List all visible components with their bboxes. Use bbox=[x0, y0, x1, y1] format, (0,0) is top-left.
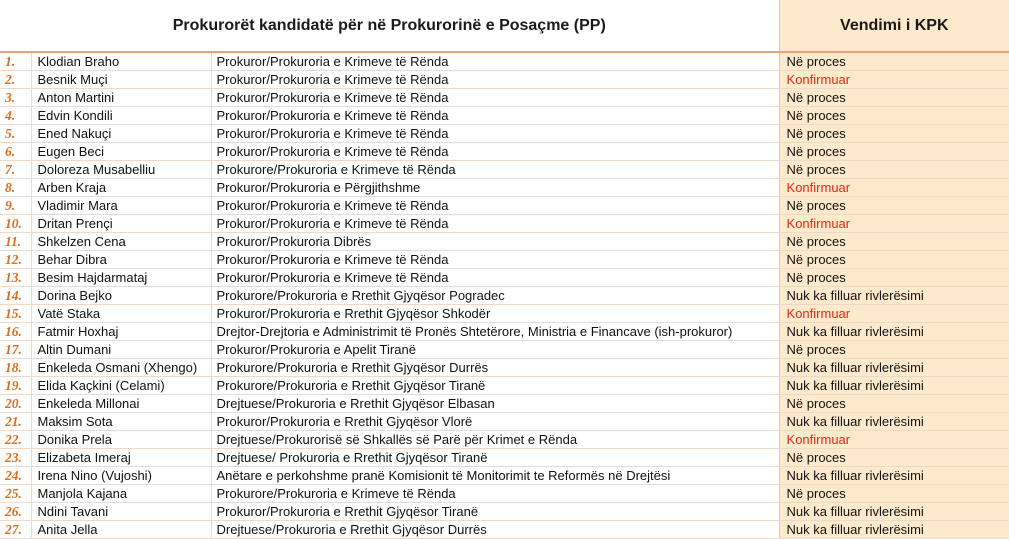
row-number: 8. bbox=[0, 179, 31, 197]
candidate-position: Prokurore/Prokuroria e Krimeve të Rënda bbox=[211, 485, 779, 503]
row-number: 20. bbox=[0, 395, 31, 413]
table-row bbox=[0, 323, 1009, 341]
kpk-decision: Në proces bbox=[779, 233, 1009, 251]
candidate-name: Vatë Staka bbox=[31, 305, 211, 323]
kpk-decision: Konfirmuar bbox=[779, 215, 1009, 233]
kpk-decision: Nuk ka filluar rivlerësimi bbox=[779, 377, 1009, 395]
candidate-name: Maksim Sota bbox=[31, 413, 211, 431]
table-row bbox=[0, 449, 1009, 467]
row-number: 10. bbox=[0, 215, 31, 233]
table-row bbox=[0, 233, 1009, 251]
row-number: 17. bbox=[0, 341, 31, 359]
table-row bbox=[0, 197, 1009, 215]
table-row bbox=[0, 52, 1009, 71]
candidate-name: Fatmir Hoxhaj bbox=[31, 323, 211, 341]
kpk-decision: Nuk ka filluar rivlerësimi bbox=[779, 467, 1009, 485]
decision-header: Vendimi i KPK bbox=[779, 0, 1009, 52]
row-number: 4. bbox=[0, 107, 31, 125]
kpk-decision: Në proces bbox=[779, 161, 1009, 179]
candidate-position: Prokuror/Prokuroria e Krimeve të Rënda bbox=[211, 71, 779, 89]
candidate-position: Drejtuese/Prokurorisë së Shkallës së Parë për Krimet e Rënda bbox=[211, 431, 779, 449]
candidate-position: Drejtuese/Prokuroria e Rrethit Gjyqësor Durrës bbox=[211, 521, 779, 539]
candidate-name: Altin Dumani bbox=[31, 341, 211, 359]
kpk-decision: Nuk ka filluar rivlerësimi bbox=[779, 413, 1009, 431]
table-row bbox=[0, 377, 1009, 395]
kpk-decision: Nuk ka filluar rivlerësimi bbox=[779, 287, 1009, 305]
kpk-decision: Në proces bbox=[779, 395, 1009, 413]
candidate-name: Enkeleda Osmani (Xhengo) bbox=[31, 359, 211, 377]
kpk-decision: Në proces bbox=[779, 341, 1009, 359]
kpk-decision: Në proces bbox=[779, 107, 1009, 125]
candidate-name: Dorina Bejko bbox=[31, 287, 211, 305]
candidate-position: Prokuror/Prokuroria e Rrethit Gjyqësor Vlorë bbox=[211, 413, 779, 431]
kpk-decision: Konfirmuar bbox=[779, 71, 1009, 89]
table-row bbox=[0, 161, 1009, 179]
candidate-position: Prokuror/Prokuroria e Krimeve të Rënda bbox=[211, 143, 779, 161]
table-row bbox=[0, 467, 1009, 485]
kpk-decision: Në proces bbox=[779, 269, 1009, 287]
candidate-name: Enkeleda Millonai bbox=[31, 395, 211, 413]
table-row bbox=[0, 269, 1009, 287]
table-row bbox=[0, 413, 1009, 431]
candidate-position: Prokuror/Prokuroria e Krimeve të Rënda bbox=[211, 197, 779, 215]
candidate-name: Besnik Muçi bbox=[31, 71, 211, 89]
kpk-decision: Nuk ka filluar rivlerësimi bbox=[779, 359, 1009, 377]
candidate-position: Prokuror/Prokuroria e Krimeve të Rënda bbox=[211, 52, 779, 71]
row-number: 15. bbox=[0, 305, 31, 323]
candidate-position: Prokuror/Prokuroria e Apelit Tiranë bbox=[211, 341, 779, 359]
table-row bbox=[0, 341, 1009, 359]
row-number: 26. bbox=[0, 503, 31, 521]
table-row bbox=[0, 287, 1009, 305]
kpk-decision: Konfirmuar bbox=[779, 431, 1009, 449]
row-number: 7. bbox=[0, 161, 31, 179]
kpk-decision: Në proces bbox=[779, 52, 1009, 71]
row-number: 5. bbox=[0, 125, 31, 143]
candidate-position: Prokurore/Prokuroria e Rrethit Gjyqësor Pogradec bbox=[211, 287, 779, 305]
row-number: 19. bbox=[0, 377, 31, 395]
candidate-position: Prokuror/Prokuroria Dibrës bbox=[211, 233, 779, 251]
table-row bbox=[0, 395, 1009, 413]
kpk-decision: Nuk ka filluar rivlerësimi bbox=[779, 521, 1009, 539]
candidate-name: Doloreza Musabelliu bbox=[31, 161, 211, 179]
candidate-position: Prokuror/Prokuroria e Krimeve të Rënda bbox=[211, 107, 779, 125]
candidate-position: Prokurore/Prokuroria e Krimeve të Rënda bbox=[211, 161, 779, 179]
row-number: 18. bbox=[0, 359, 31, 377]
candidate-position: Prokuror/Prokuroria e Krimeve të Rënda bbox=[211, 125, 779, 143]
kpk-decision: Nuk ka filluar rivlerësimi bbox=[779, 323, 1009, 341]
kpk-decision: Në proces bbox=[779, 251, 1009, 269]
table-row bbox=[0, 215, 1009, 233]
candidate-name: Ndini Tavani bbox=[31, 503, 211, 521]
row-number: 21. bbox=[0, 413, 31, 431]
table-row bbox=[0, 71, 1009, 89]
row-number: 14. bbox=[0, 287, 31, 305]
row-number: 11. bbox=[0, 233, 31, 251]
candidate-name: Edvin Kondili bbox=[31, 107, 211, 125]
candidate-position: Prokuror/Prokuroria e Rrethit Gjyqësor Tiranë bbox=[211, 503, 779, 521]
candidate-name: Dritan Prençi bbox=[31, 215, 211, 233]
candidate-name: Elida Kaçkini (Celami) bbox=[31, 377, 211, 395]
candidate-name: Manjola Kajana bbox=[31, 485, 211, 503]
kpk-decision: Në proces bbox=[779, 143, 1009, 161]
table-row bbox=[0, 107, 1009, 125]
candidate-name: Ened Nakuçi bbox=[31, 125, 211, 143]
candidate-position: Prokurore/Prokuroria e Rrethit Gjyqësor Durrës bbox=[211, 359, 779, 377]
candidate-position: Prokuror/Prokuroria e Krimeve të Rënda bbox=[211, 251, 779, 269]
candidate-name: Vladimir Mara bbox=[31, 197, 211, 215]
kpk-decision: Konfirmuar bbox=[779, 179, 1009, 197]
candidate-name: Besim Hajdarmataj bbox=[31, 269, 211, 287]
row-number: 24. bbox=[0, 467, 31, 485]
candidate-position: Prokuror/Prokuroria e Krimeve të Rënda bbox=[211, 269, 779, 287]
candidate-position: Prokuror/Prokuroria e Krimeve të Rënda bbox=[211, 215, 779, 233]
candidate-position: Anëtare e perkohshme pranë Komisionit të Monitorimit te Reformës në Drejtësi bbox=[211, 467, 779, 485]
candidate-position: Drejtuese/Prokuroria e Rrethit Gjyqësor Elbasan bbox=[211, 395, 779, 413]
candidate-position: Prokuror/Prokuroria e Rrethit Gjyqësor Shkodër bbox=[211, 305, 779, 323]
candidate-name: Anton Martini bbox=[31, 89, 211, 107]
candidate-name: Arben Kraja bbox=[31, 179, 211, 197]
candidate-name: Donika Prela bbox=[31, 431, 211, 449]
table-row bbox=[0, 143, 1009, 161]
table-row bbox=[0, 125, 1009, 143]
candidate-name: Irena Nino (Vujoshi) bbox=[31, 467, 211, 485]
table-row bbox=[0, 179, 1009, 197]
table-row bbox=[0, 251, 1009, 269]
kpk-decision: Nuk ka filluar rivlerësimi bbox=[779, 503, 1009, 521]
row-number: 27. bbox=[0, 521, 31, 539]
row-number: 25. bbox=[0, 485, 31, 503]
row-number: 16. bbox=[0, 323, 31, 341]
row-number: 9. bbox=[0, 197, 31, 215]
table-row bbox=[0, 359, 1009, 377]
kpk-decision: Në proces bbox=[779, 485, 1009, 503]
table-row bbox=[0, 503, 1009, 521]
row-number: 3. bbox=[0, 89, 31, 107]
kpk-decision: Konfirmuar bbox=[779, 305, 1009, 323]
kpk-decision: Në proces bbox=[779, 89, 1009, 107]
kpk-decision: Në proces bbox=[779, 197, 1009, 215]
candidate-position: Drejtuese/ Prokuroria e Rrethit Gjyqësor Tiranë bbox=[211, 449, 779, 467]
row-number: 2. bbox=[0, 71, 31, 89]
row-number: 13. bbox=[0, 269, 31, 287]
candidate-position: Prokuror/Prokuroria e Përgjithshme bbox=[211, 179, 779, 197]
table-row bbox=[0, 89, 1009, 107]
candidate-name: Shkelzen Cena bbox=[31, 233, 211, 251]
table-title: Prokurorët kandidatë për në Prokurorinë e Posaçme (PP) bbox=[0, 0, 779, 52]
candidate-position: Prokurore/Prokuroria e Rrethit Gjyqësor Tiranë bbox=[211, 377, 779, 395]
table-row bbox=[0, 485, 1009, 503]
candidate-name: Eugen Beci bbox=[31, 143, 211, 161]
row-number: 12. bbox=[0, 251, 31, 269]
table-row bbox=[0, 305, 1009, 323]
candidate-position: Drejtor-Drejtoria e Administrimit të Pronës Shtetërore, Ministria e Financave (ish-prokuror) bbox=[211, 323, 779, 341]
candidate-name: Behar Dibra bbox=[31, 251, 211, 269]
row-number: 23. bbox=[0, 449, 31, 467]
candidate-position: Prokuror/Prokuroria e Krimeve të Rënda bbox=[211, 89, 779, 107]
row-number: 22. bbox=[0, 431, 31, 449]
row-number: 1. bbox=[0, 52, 31, 71]
kpk-decision: Në proces bbox=[779, 449, 1009, 467]
candidate-name: Klodian Braho bbox=[31, 52, 211, 71]
candidate-name: Anita Jella bbox=[31, 521, 211, 539]
header-row bbox=[0, 0, 1009, 52]
table-row bbox=[0, 431, 1009, 449]
candidate-name: Elizabeta Imeraj bbox=[31, 449, 211, 467]
row-number: 6. bbox=[0, 143, 31, 161]
kpk-decision: Në proces bbox=[779, 125, 1009, 143]
table-row bbox=[0, 521, 1009, 539]
